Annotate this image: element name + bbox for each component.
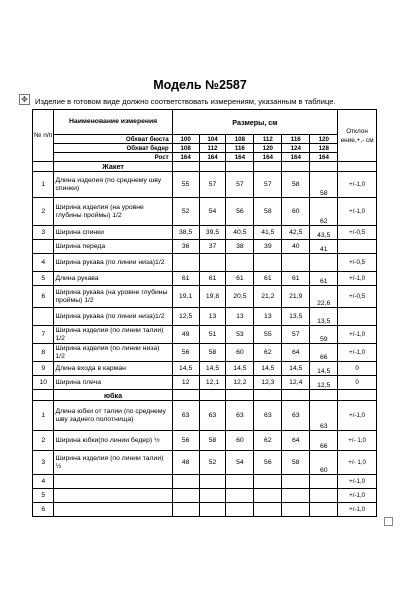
tolerance-value — [338, 308, 377, 326]
empty-cell — [310, 162, 338, 172]
size-height: 164 — [199, 153, 226, 162]
measurement-value — [226, 503, 254, 517]
measurement-name: Ширина изделия (на уровне глубины проймы) 1/2 — [54, 198, 172, 226]
measurement-value: 61 — [172, 272, 199, 286]
measurement-value: 52 — [172, 198, 199, 226]
table-row — [33, 362, 377, 376]
table-caption: Изделие в готовом виде должно соответствовать измерениям, указанным в таблице. — [35, 97, 336, 106]
empty-cell — [172, 162, 199, 172]
empty-cell — [199, 390, 226, 401]
row-number: 2 — [33, 431, 54, 451]
row-number: 6 — [33, 286, 54, 308]
row-number: 6 — [33, 503, 54, 517]
measurement-name — [54, 503, 172, 517]
measurement-value-last: 22,6 — [310, 286, 338, 308]
measurement-name: Длина изделия (по среднему шву спинки) — [54, 172, 172, 198]
measurement-table — [32, 109, 377, 517]
measurement-value: 14,5 — [254, 362, 282, 376]
measurement-value: 14,5 — [172, 362, 199, 376]
measurement-value — [254, 489, 282, 503]
measurement-value-last: 13,5 — [310, 308, 338, 326]
measurement-value-last: 12,5 — [310, 376, 338, 390]
measurement-value: 60 — [226, 431, 254, 451]
table-row — [33, 172, 377, 198]
row-number: 8 — [33, 344, 54, 362]
measurement-name: Ширина юбки(по линии бедер) ½ — [54, 431, 172, 451]
size-height: 164 — [226, 153, 254, 162]
measurement-name: Ширина рукава (по линии низа)1/2 — [54, 308, 172, 326]
tolerance-value: +/-1,0 — [338, 198, 377, 226]
tolerance-value: +/- 1,0 — [338, 451, 377, 475]
measurement-value — [172, 475, 199, 489]
measurement-value — [199, 503, 226, 517]
measurement-value: 63 — [226, 401, 254, 431]
measurement-value — [226, 489, 254, 503]
measurement-value — [172, 503, 199, 517]
size-hips: 128 — [310, 144, 338, 153]
measurement-value-last: 63 — [310, 401, 338, 431]
measurement-value: 57 — [282, 326, 310, 344]
empty-cell — [338, 390, 377, 401]
measurement-value-last: 43,5 — [310, 226, 338, 240]
measurement-value: 64 — [282, 344, 310, 362]
page-title: Модель №2587 — [153, 78, 247, 92]
measurement-value: 41,5 — [254, 226, 282, 240]
measurement-value: 14,5 — [199, 362, 226, 376]
measurement-value: 42,5 — [282, 226, 310, 240]
tolerance-value: 0 — [338, 376, 377, 390]
height-label: Рост — [54, 153, 172, 162]
empty-cell — [282, 162, 310, 172]
measurement-value: 63 — [172, 401, 199, 431]
size-height: 164 — [282, 153, 310, 162]
row-number: 1 — [33, 172, 54, 198]
measurement-value-last: 61 — [310, 272, 338, 286]
size-bust: 116 — [282, 135, 310, 144]
tolerance-value: +/- 1,0 — [338, 431, 377, 451]
measurement-name: Ширина рукава (по линии низа)1/2 — [54, 254, 172, 272]
table-row — [33, 272, 377, 286]
size-hips: 116 — [226, 144, 254, 153]
move-handle-icon[interactable]: ✥ — [19, 94, 30, 105]
row-number: 9 — [33, 362, 54, 376]
measurement-value: 54 — [226, 451, 254, 475]
header-tolerance: Отклон ение,+,- см — [338, 110, 377, 162]
measurement-value — [226, 475, 254, 489]
measurement-name: Длина входа в карман — [54, 362, 172, 376]
table-row — [33, 308, 377, 326]
tolerance-value: +/-0,5 — [338, 286, 377, 308]
measurement-value: 37 — [199, 240, 226, 254]
table-row — [33, 475, 377, 489]
size-bust: 108 — [226, 135, 254, 144]
measurement-value: 38,5 — [172, 226, 199, 240]
measurement-value: 63 — [282, 401, 310, 431]
measurement-value: 54 — [199, 198, 226, 226]
measurement-value: 56 — [172, 344, 199, 362]
measurement-value-last: 58 — [310, 172, 338, 198]
measurement-value-last: 60 — [310, 451, 338, 475]
hips-label: Обхват бедер — [54, 144, 172, 153]
measurement-value-last: 41 — [310, 240, 338, 254]
measurement-value: 12,1 — [199, 376, 226, 390]
row-number: 5 — [33, 489, 54, 503]
tolerance-value: +/-1,0 — [338, 475, 377, 489]
measurement-value: 19,1 — [172, 286, 199, 308]
measurement-value: 48 — [172, 451, 199, 475]
size-hips: 108 — [172, 144, 199, 153]
measurement-value: 12,4 — [282, 376, 310, 390]
measurement-value: 58 — [282, 172, 310, 198]
measurement-value: 61 — [282, 272, 310, 286]
bust-label: Обхват бюста — [54, 135, 172, 144]
tolerance-value: +/-1,0 — [338, 344, 377, 362]
measurement-value: 12,5 — [172, 308, 199, 326]
empty-cell — [254, 390, 282, 401]
measurement-value-last — [310, 503, 338, 517]
measurement-value-last: 59 — [310, 326, 338, 344]
empty-cell — [254, 162, 282, 172]
table-row — [33, 401, 377, 431]
measurement-value: 60 — [226, 344, 254, 362]
row-number: 1 — [33, 401, 54, 431]
measurement-value: 61 — [199, 272, 226, 286]
measurement-name — [54, 489, 172, 503]
measurement-value: 53 — [226, 326, 254, 344]
measurement-value: 49 — [172, 326, 199, 344]
measurement-value — [226, 254, 254, 272]
empty-cell — [172, 390, 199, 401]
tolerance-value: +/-1,0 — [338, 489, 377, 503]
row-number — [33, 240, 54, 254]
size-height: 164 — [172, 153, 199, 162]
header-number: № п/п — [33, 110, 54, 162]
measurement-value: 12,3 — [254, 376, 282, 390]
measurement-value: 58 — [282, 451, 310, 475]
table-row — [33, 286, 377, 308]
measurement-value: 63 — [254, 401, 282, 431]
measurement-value — [282, 254, 310, 272]
measurement-value: 57 — [199, 172, 226, 198]
tolerance-value: +/-1,0 — [338, 503, 377, 517]
measurement-value — [172, 489, 199, 503]
measurement-value-last: 14,5 — [310, 362, 338, 376]
measurement-value: 39,5 — [199, 226, 226, 240]
measurement-value: 61 — [254, 272, 282, 286]
row-number: 7 — [33, 326, 54, 344]
measurement-value: 57 — [254, 172, 282, 198]
measurement-value: 51 — [199, 326, 226, 344]
measurement-value-last — [310, 489, 338, 503]
measurement-value: 19,8 — [199, 286, 226, 308]
measurement-value: 64 — [282, 431, 310, 451]
measurement-value — [199, 254, 226, 272]
measurement-value: 52 — [199, 451, 226, 475]
measurement-value: 21,9 — [282, 286, 310, 308]
measurement-value — [172, 254, 199, 272]
measurement-name: Ширина изделия (по линии низа) 1/2 — [54, 344, 172, 362]
measurement-value: 60 — [282, 198, 310, 226]
row-number: 3 — [33, 226, 54, 240]
tolerance-value: +/-1,0 — [338, 172, 377, 198]
size-bust: 112 — [254, 135, 282, 144]
header-measurement-name: Наименование измерения — [54, 110, 172, 135]
measurement-value: 38 — [226, 240, 254, 254]
empty-cell — [310, 390, 338, 401]
table-row — [33, 431, 377, 451]
measurement-value: 62 — [254, 344, 282, 362]
measurement-name: Ширина рукава (на уровне глубины проймы) 1/2 — [54, 286, 172, 308]
measurement-value-last: 62 — [310, 198, 338, 226]
row-number: 2 — [33, 198, 54, 226]
size-bust: 104 — [199, 135, 226, 144]
measurement-value: 12,2 — [226, 376, 254, 390]
measurement-value: 13 — [226, 308, 254, 326]
measurement-value — [199, 475, 226, 489]
measurement-name: Ширина спинки — [54, 226, 172, 240]
empty-cell — [226, 162, 254, 172]
measurement-name: Ширина изделия (по линии талии) ½ — [54, 451, 172, 475]
measurement-value: 13,5 — [282, 308, 310, 326]
measurement-value — [199, 489, 226, 503]
measurement-name: Ширина изделия (по линии талии) 1/2 — [54, 326, 172, 344]
measurement-value — [254, 254, 282, 272]
tolerance-value: +/-0,5 — [338, 226, 377, 240]
section-number-cell — [33, 162, 54, 172]
measurement-value-last — [310, 475, 338, 489]
table-row — [33, 489, 377, 503]
measurement-value: 57 — [226, 172, 254, 198]
size-height: 164 — [254, 153, 282, 162]
empty-cell — [226, 390, 254, 401]
measurement-value: 14,5 — [226, 362, 254, 376]
row-number — [33, 308, 54, 326]
measurement-value-last — [310, 254, 338, 272]
size-height: 164 — [310, 153, 338, 162]
measurement-value — [282, 489, 310, 503]
measurement-value: 56 — [226, 198, 254, 226]
measurement-value: 58 — [199, 344, 226, 362]
measurement-name — [54, 475, 172, 489]
tolerance-value: +/-1,0 — [338, 401, 377, 431]
measurement-value: 56 — [254, 451, 282, 475]
table-row — [33, 226, 377, 240]
table-row — [33, 326, 377, 344]
measurement-value: 63 — [199, 401, 226, 431]
tolerance-value: 0 — [338, 362, 377, 376]
measurement-value: 62 — [254, 431, 282, 451]
row-number: 5 — [33, 272, 54, 286]
section-jacket: Жакет — [54, 162, 172, 172]
row-number: 4 — [33, 254, 54, 272]
tolerance-value: +/-1,0 — [338, 272, 377, 286]
measurement-value-last: 66 — [310, 344, 338, 362]
empty-cell — [199, 162, 226, 172]
size-hips: 112 — [199, 144, 226, 153]
table-row — [33, 344, 377, 362]
measurement-value: 58 — [199, 431, 226, 451]
tolerance-value: +/-0,5 — [338, 254, 377, 272]
measurement-value: 12 — [172, 376, 199, 390]
empty-cell — [282, 390, 310, 401]
table-row — [33, 254, 377, 272]
tolerance-value: +/-1,0 — [338, 326, 377, 344]
measurement-value: 40 — [282, 240, 310, 254]
measurement-name: Ширина плеча — [54, 376, 172, 390]
row-number: 10 — [33, 376, 54, 390]
measurement-value — [254, 503, 282, 517]
table-row — [33, 240, 377, 254]
measurement-value: 61 — [226, 272, 254, 286]
measurement-name: Длина рукава — [54, 272, 172, 286]
measurement-value: 21,2 — [254, 286, 282, 308]
measurement-value: 13 — [199, 308, 226, 326]
size-hips: 124 — [282, 144, 310, 153]
measurement-value — [282, 503, 310, 517]
header-sizes: Размеры, см — [172, 110, 338, 135]
tolerance-value — [338, 240, 377, 254]
empty-cell — [33, 390, 54, 401]
measurement-value: 36 — [172, 240, 199, 254]
measurement-value — [254, 475, 282, 489]
section-skirt: юбка — [54, 390, 172, 401]
measurement-value: 58 — [254, 198, 282, 226]
measurement-value — [282, 475, 310, 489]
section-row — [33, 390, 377, 401]
measurement-value-last: 66 — [310, 431, 338, 451]
measurement-value: 20,5 — [226, 286, 254, 308]
measurement-value: 13 — [254, 308, 282, 326]
row-number: 4 — [33, 475, 54, 489]
table-row — [33, 503, 377, 517]
measurement-value: 14,5 — [282, 362, 310, 376]
table-row — [33, 198, 377, 226]
row-number: 3 — [33, 451, 54, 475]
resize-handle-icon[interactable] — [384, 517, 393, 526]
measurement-value: 56 — [172, 431, 199, 451]
size-bust: 120 — [310, 135, 338, 144]
table-row — [33, 451, 377, 475]
measurement-value: 55 — [172, 172, 199, 198]
measurement-value: 55 — [254, 326, 282, 344]
measurement-value: 40,5 — [226, 226, 254, 240]
measurement-name: Ширина переда — [54, 240, 172, 254]
measurement-name: Длина юбки от талии (по среднему шву заднего полотнища) — [54, 401, 172, 431]
size-hips: 120 — [254, 144, 282, 153]
empty-cell — [338, 162, 377, 172]
measurement-value: 39 — [254, 240, 282, 254]
size-bust: 100 — [172, 135, 199, 144]
table-row — [33, 376, 377, 390]
